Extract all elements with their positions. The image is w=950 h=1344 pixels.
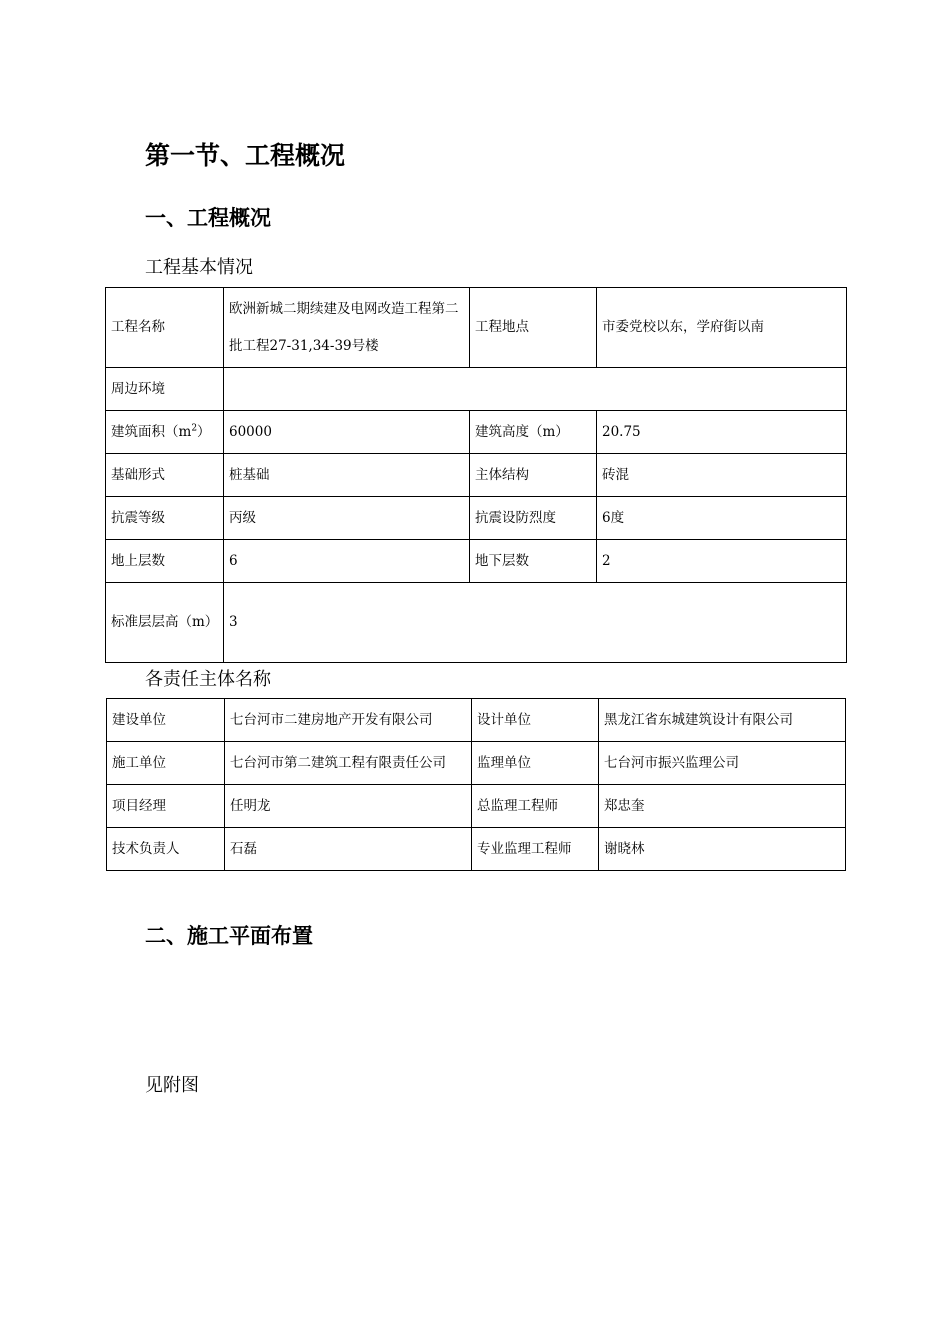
- floors-below-value: 2: [597, 540, 847, 583]
- subtitle-responsible-parties: 各责任主体名称: [145, 669, 271, 690]
- area-label: [106, 411, 224, 454]
- area-label-prefix: 建筑面积（m: [111, 423, 192, 440]
- table-row: [106, 411, 847, 454]
- table-row: [107, 699, 846, 742]
- parties-cell: 郑忠奎: [599, 785, 846, 828]
- parties-table: [106, 698, 846, 871]
- project-name-label: 工程名称: [106, 288, 224, 368]
- table-row: [106, 540, 847, 583]
- floors-below-label: 地下层数: [470, 540, 597, 583]
- table-row: [106, 454, 847, 497]
- seismic-grade-label: 抗震等级: [106, 497, 224, 540]
- table-row: [106, 288, 847, 368]
- parties-cell: 项目经理: [107, 785, 225, 828]
- parties-cell: 总监理工程师: [472, 785, 599, 828]
- project-name-value: 欧洲新城二期续建及电网改造工程第二批工程27-31,34-39号楼: [224, 288, 470, 368]
- surroundings-label: 周边环境: [106, 368, 224, 411]
- height-label: 建筑高度（m）: [470, 411, 597, 454]
- table-row: [107, 785, 846, 828]
- parties-cell: 建设单位: [107, 699, 225, 742]
- parties-cell: 设计单位: [472, 699, 599, 742]
- parties-cell: 专业监理工程师: [472, 828, 599, 871]
- parties-cell: 施工单位: [107, 742, 225, 785]
- table-row: [106, 368, 847, 411]
- section-title: 第一节、工程概况: [145, 141, 346, 170]
- parties-cell: 黑龙江省东城建筑设计有限公司: [599, 699, 846, 742]
- height-value: 20.75: [597, 411, 847, 454]
- floors-above-label: 地上层数: [106, 540, 224, 583]
- structure-label: 主体结构: [470, 454, 597, 497]
- parties-cell: 七台河市第二建筑工程有限责任公司: [225, 742, 472, 785]
- parties-cell: 监理单位: [472, 742, 599, 785]
- structure-value: 砖混: [597, 454, 847, 497]
- heading-site-layout: 二、施工平面布置: [145, 924, 313, 948]
- parties-cell: 七台河市振兴监理公司: [599, 742, 846, 785]
- std-floor-height-value: 3: [224, 583, 847, 663]
- see-attachment-text: 见附图: [145, 1075, 199, 1096]
- parties-cell: 七台河市二建房地产开发有限公司: [225, 699, 472, 742]
- parties-cell: 谢晓林: [599, 828, 846, 871]
- seismic-intensity-value: 6度: [597, 497, 847, 540]
- foundation-value: 桩基础: [224, 454, 470, 497]
- parties-cell: 技术负责人: [107, 828, 225, 871]
- area-label-sup: 2: [191, 423, 198, 433]
- seismic-intensity-label: 抗震设防烈度: [470, 497, 597, 540]
- location-label: 工程地点: [470, 288, 597, 368]
- foundation-label: 基础形式: [106, 454, 224, 497]
- heading-project-overview: 一、工程概况: [145, 206, 271, 230]
- std-floor-height-label: 标准层层高（m）: [106, 583, 224, 663]
- table-row: [107, 828, 846, 871]
- seismic-grade-value: 丙级: [224, 497, 470, 540]
- basic-info-table: [105, 287, 847, 663]
- location-value: 市委党校以东，学府街以南: [597, 288, 847, 368]
- table-row: [107, 742, 846, 785]
- area-label-suffix: ）: [197, 423, 211, 440]
- floors-above-value: 6: [224, 540, 470, 583]
- subtitle-basic-info: 工程基本情况: [145, 257, 253, 278]
- table-row: [106, 497, 847, 540]
- surroundings-value: [224, 368, 847, 411]
- parties-cell: 石磊: [225, 828, 472, 871]
- parties-cell: 任明龙: [225, 785, 472, 828]
- table-row: [106, 583, 847, 663]
- area-value: 60000: [224, 411, 470, 454]
